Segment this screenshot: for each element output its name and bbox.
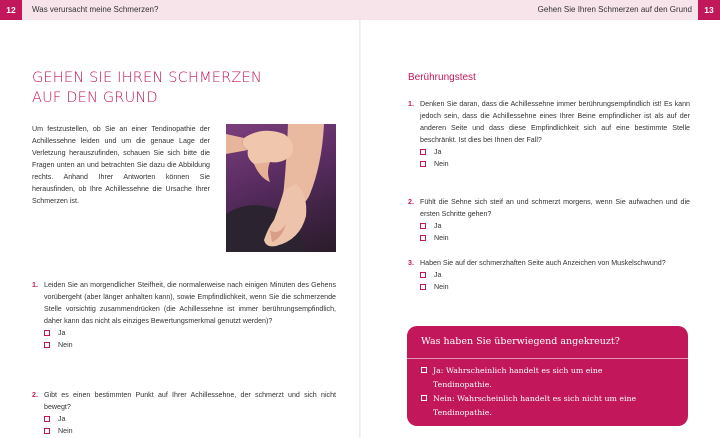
- option-nein[interactable]: [420, 232, 690, 244]
- option-ja[interactable]: [44, 327, 336, 339]
- checkbox-icon[interactable]: [420, 149, 426, 155]
- running-title-right: Gehen Sie Ihren Schmerzen auf den Grund: [537, 5, 692, 14]
- question-number: 2.: [32, 391, 38, 399]
- checkbox-icon[interactable]: [420, 272, 426, 278]
- option-nein[interactable]: [44, 425, 336, 437]
- right-question-1: [408, 98, 690, 170]
- option-ja[interactable]: [420, 220, 690, 232]
- section-heading: Berührungstest: [408, 72, 476, 83]
- checkbox-icon[interactable]: [44, 342, 50, 348]
- option-nein[interactable]: [420, 158, 690, 170]
- checkbox-icon[interactable]: [421, 395, 427, 401]
- left-question-1: [32, 279, 336, 351]
- question-number: 3.: [408, 259, 414, 267]
- intro-paragraph: Um festzustellen, ob Sie an einer Tendinopathie der Achillessehne leiden und um die genaue Lage der Verletzung herauszufinden, schauen Sie sich bitte die Fragen unten an und betrachten Sie dazu die Abbildung rechts. Anhand Ihrer Antworten können Sie herausfinden, ob Ihre Achillessehne die Ursache Ihrer Schmerzen ist.: [32, 125, 210, 205]
- option-nein[interactable]: [44, 339, 336, 351]
- result-answer-nein: [421, 392, 676, 420]
- page-heading: [32, 68, 282, 108]
- question-number: 1.: [408, 100, 414, 108]
- option-label: Ja: [434, 271, 442, 279]
- option-label: Ja: [58, 415, 66, 423]
- result-answer-ja: [421, 364, 676, 392]
- question-number: 2.: [408, 198, 414, 206]
- checkbox-icon[interactable]: [420, 223, 426, 229]
- option-label: Ja: [434, 222, 442, 230]
- option-label: Nein: [58, 427, 73, 435]
- page-heading-line-2: AUF DEN GRUND: [32, 90, 158, 106]
- option-ja[interactable]: [420, 146, 690, 158]
- question-text: Haben Sie auf der schmerzhaften Seite auch Anzeichen von Muskelschwund?: [420, 259, 666, 267]
- page-heading-line-1: GEHEN SIE IHREN SCHMERZEN: [32, 70, 262, 86]
- question-number: 1.: [32, 281, 38, 289]
- option-label: Nein: [58, 341, 73, 349]
- option-ja[interactable]: [44, 413, 336, 425]
- question-text: Leiden Sie an morgendlicher Steifheit, die normalerweise nach einigen Minuten des Gehens vorübergeht (aber länger anhalten kann), sowie Empfindlichkeit, wenn Sie die schmerzende Stelle vorsichtig zusammendrücken (die Achillessehne ist immer berührungsempfindlich, daher kann das nicht als einziges Bewertungsmerkmal genutzt werden)?: [44, 281, 336, 325]
- option-label: Ja: [434, 148, 442, 156]
- right-question-2: [408, 196, 690, 244]
- checkbox-icon[interactable]: [421, 367, 427, 373]
- checkbox-icon[interactable]: [420, 161, 426, 167]
- checkbox-icon[interactable]: [44, 416, 50, 422]
- page-number-left: 12: [0, 0, 22, 20]
- result-box-title: Was haben Sie überwiegend angekreuzt?: [421, 336, 620, 347]
- result-answer-line: Tendinopathie.: [433, 408, 492, 417]
- right-question-3: [408, 257, 690, 293]
- checkbox-icon[interactable]: [44, 428, 50, 434]
- option-label: Nein: [434, 283, 449, 291]
- option-ja[interactable]: [420, 269, 690, 281]
- result-box: [407, 326, 688, 426]
- option-label: Nein: [434, 234, 449, 242]
- result-answer-line: Ja: Wahrscheinlich handelt es sich um eine: [433, 366, 603, 375]
- checkbox-icon[interactable]: [420, 235, 426, 241]
- foot-illustration: [226, 124, 336, 252]
- option-nein[interactable]: [420, 281, 690, 293]
- running-title-left: Was verursacht meine Schmerzen?: [32, 5, 159, 14]
- question-text: Fühlt die Sehne sich steif an und schmerzt morgens, wenn Sie aufwachen und die ersten Schritte gehen?: [420, 198, 690, 218]
- result-box-divider: [407, 358, 688, 359]
- option-label: Ja: [58, 329, 66, 337]
- option-label: Nein: [434, 160, 449, 168]
- result-answer-line: Tendinopathie.: [433, 380, 492, 389]
- result-answer-line: Nein: Wahrscheinlich handelt es sich nicht um eine: [433, 394, 637, 403]
- checkbox-icon[interactable]: [44, 330, 50, 336]
- left-question-2: [32, 389, 336, 437]
- book-spine: [359, 20, 361, 438]
- page-number-right: 13: [698, 0, 720, 20]
- question-text: Gibt es einen bestimmten Punkt auf Ihrer Achillessehne, der schmerzt und sich nicht bewegt?: [44, 391, 336, 411]
- checkbox-icon[interactable]: [420, 284, 426, 290]
- foot-photo: [226, 124, 336, 252]
- question-text: Denken Sie daran, dass die Achillessehne immer berührungsempfindlich ist! Es kann jedoch sein, dass die Achillessehne eines Ihrer Beine empfindlicher ist als auf der anderen Seite und dass diese Empfindlichkeit sich auf eine bestimmte Stelle beschränkt. Ist dies bei Ihnen der Fall?: [420, 100, 690, 144]
